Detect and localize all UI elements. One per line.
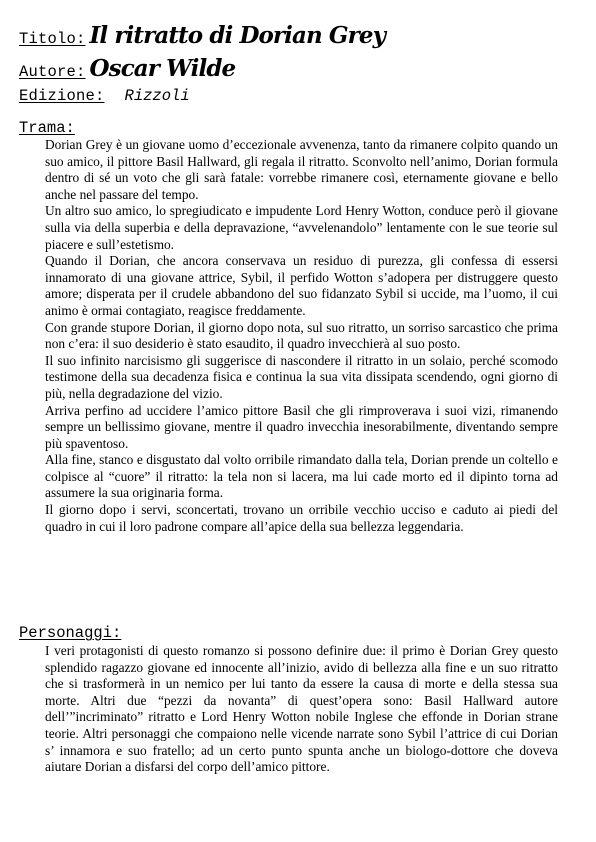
characters-paragraph: I veri protagonisti di questo romanzo si possono definire due: il primo è Dorian Grey questo splendido ragazzo giovane ed innocente all’inizio, avido di bellezza alla fine e un suo ritratto che si trasformerà in un nemico per lui tanto da essere la causa di morte e della stessa sua morte. Altri due “pezzi da novanta” di quest’opera sono: Basil Hallward autore dell’”incriminato” ritratto e Lord Henry Wotton nobile Inglese che effonde in Dorian strane teorie. Altri personaggi che compaiono nelle vicende narrate sono Sybil l’attrice di cui Dorian s’ innamora e suo fratello; ad un certo punto spunta anche un biologo-dottore che doveva aiutare Dorian a disfarsi del corpo dell’amico pittore. — [45, 643, 558, 775]
author-field — [19, 55, 235, 82]
plot-paragraph: Dorian Grey è un giovane uomo d’eccezionale avvenenza, tanto da rimanere colpito quando un suo amico, il pittore Basil Hallward, gli regala il ritratto. Sconvolto nell’animo, Dorian formula dentro di sé un voto che gli sarà fatale: vorrebbe rimanere così, eternamente giovane e bello anche nel passare del tempo. — [45, 137, 558, 202]
plot-paragraph: Alla fine, stanco e disgustato dal volto orribile rimandato dalla tela, Dorian prende un coltello e colpisce al “cuore” il ritratto: la tela non si lacera, ma lui cade morto ed il dipinto torna ad assumere la sua originaria forma. — [45, 452, 558, 501]
book-edition: Rizzoli — [124, 87, 190, 105]
author-label: Autore: — [19, 63, 86, 81]
title-label: Titolo: — [19, 30, 86, 48]
plot-paragraph: Quando il Dorian, che ancora conservava un residuo di purezza, gli confessa di essersi innamorato di una giovane attrice, Sybil, il perfido Wotton s’adopera per distruggere questo amore; disperata per il crudele abbandono del suo fidanzato Sybil si uccide, ma l’uomo, il cui animo è ormai contagiato, reagisce freddamente. — [45, 253, 558, 318]
edition-label: Edizione: — [19, 87, 105, 105]
plot-paragraph: Un altro suo amico, lo spregiudicato e impudente Lord Henry Wotton, conduce però il giovane sulla via della superbia e della depravazione, “avvelenandolo” lentamente con le sue teorie sul piacere e sull’estetismo. — [45, 203, 558, 252]
plot-paragraph: Il giorno dopo i servi, sconcertati, trovano un orribile vecchio ucciso e caduto ai piedi del quadro in cui il loro padrone compare all’apice della sua bellezza leggendaria. — [45, 502, 558, 534]
edition-field — [19, 87, 190, 105]
characters-heading: Personaggi: — [19, 624, 122, 642]
plot-heading: Trama: — [19, 119, 75, 137]
characters-section — [45, 643, 558, 776]
plot-section — [45, 137, 558, 535]
plot-paragraph: Il suo infinito narcisismo gli suggerisce di nascondere il ritratto in un solaio, perché scomodo testimone della sua decadenza fisica e continua la sua vita dissipata scendendo, ogni giorno di più, nella degradazione del vizio. — [45, 352, 558, 401]
book-title: Il ritratto di Dorian Grey — [89, 22, 386, 49]
title-field — [19, 22, 385, 49]
plot-paragraph: Con grande stupore Dorian, il giorno dopo nota, sul suo ritratto, un sorriso sarcastico che prima non c’era: il suo desiderio è stato esaudito, il quadro invecchierà al suo posto. — [45, 319, 558, 352]
book-author: Oscar Wilde — [89, 55, 236, 82]
plot-paragraph: Arriva perfino ad uccidere l’amico pittore Basil che gli rimproverava i suoi vizi, rimanendo sempre un bellissimo giovane, mentre il quadro invecchia inesorabilmente, diventando sempre più spaventoso. — [45, 402, 558, 451]
